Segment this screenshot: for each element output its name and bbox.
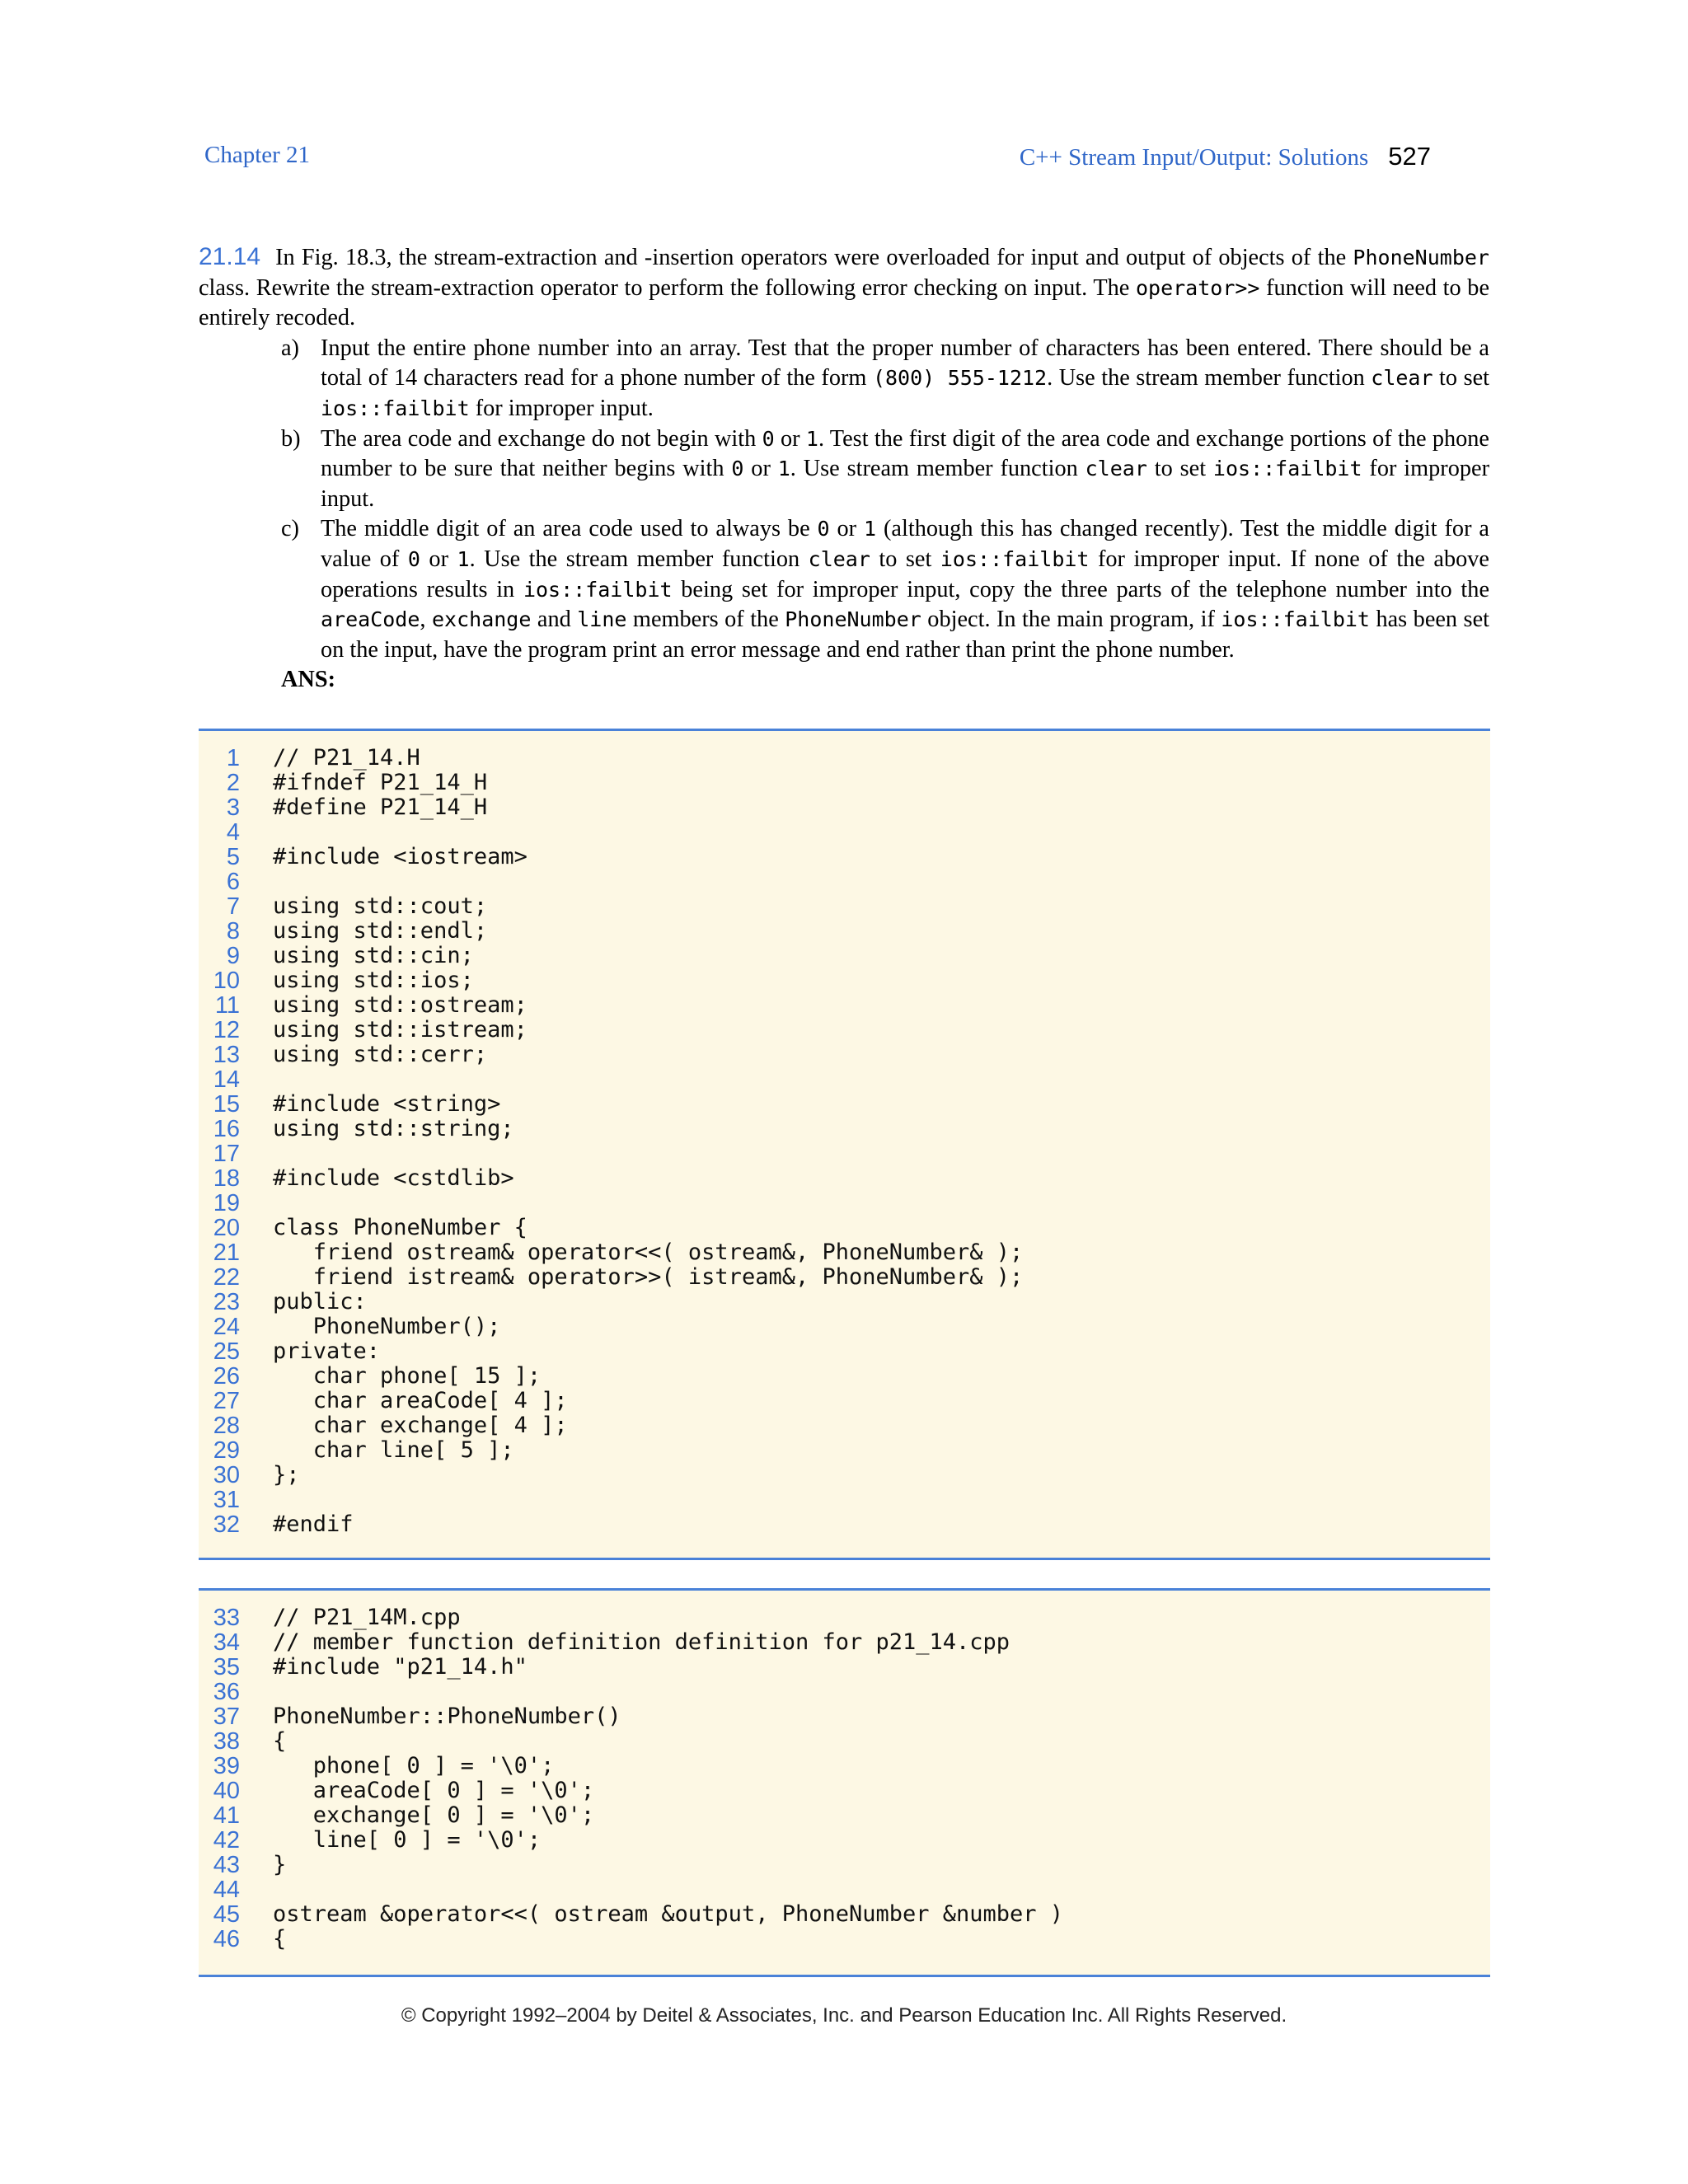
code-text — [240, 869, 273, 894]
code-line — [199, 1364, 1490, 1389]
code-text: { — [273, 1728, 287, 1754]
line-number: 3 — [226, 794, 240, 821]
inline-code: 1 — [864, 517, 877, 541]
line-number: 42 — [213, 1827, 240, 1854]
running-header — [1020, 142, 1431, 171]
line-number: 25 — [213, 1338, 240, 1365]
code-text: #endif — [273, 1511, 354, 1537]
code-text: { — [273, 1926, 287, 1952]
code-lines — [199, 1605, 1490, 1952]
code-text: exchange[ 0 ] = '\0'; — [273, 1802, 595, 1828]
line-number: 45 — [213, 1901, 240, 1928]
line-number: 4 — [226, 819, 240, 846]
code-text: PhoneNumber(); — [273, 1314, 501, 1339]
item-label: a) — [281, 335, 299, 361]
code-text: using std::istream; — [273, 1017, 528, 1043]
code-line — [199, 746, 1490, 771]
line-number: 26 — [213, 1363, 240, 1390]
code-line — [199, 1927, 1490, 1952]
line-number: 39 — [213, 1753, 240, 1779]
code-text: // member function definition definition for p21_14.cpp — [273, 1629, 1010, 1655]
line-number: 35 — [213, 1654, 240, 1680]
inline-code: (800) 555-1212 — [872, 366, 1048, 391]
code-line — [199, 919, 1490, 944]
inline-code: PhoneNumber — [1353, 246, 1489, 269]
inline-code: line — [577, 607, 627, 632]
code-text: PhoneNumber::PhoneNumber() — [273, 1704, 621, 1729]
code-text — [240, 1141, 273, 1166]
code-text: #ifndef P21_14_H — [273, 770, 488, 795]
code-text: using std::endl; — [273, 918, 488, 944]
problem-intro — [199, 242, 1489, 334]
code-line — [199, 1828, 1490, 1853]
inline-code: 1 — [457, 546, 470, 571]
code-text — [240, 1191, 273, 1216]
code-text: class PhoneNumber { — [273, 1215, 528, 1240]
line-number: 21 — [213, 1240, 240, 1266]
code-line — [199, 1605, 1490, 1630]
code-text: using std::cout; — [273, 893, 488, 919]
code-line — [199, 1877, 1490, 1902]
code-text: char areaCode[ 4 ]; — [273, 1388, 568, 1413]
code-line — [199, 795, 1490, 820]
line-number: 37 — [213, 1704, 240, 1730]
requirement-list — [199, 334, 1489, 666]
line-number: 40 — [213, 1778, 240, 1804]
problem-statement — [199, 242, 1489, 696]
line-number: 2 — [226, 770, 240, 796]
inline-code: 1 — [805, 426, 818, 451]
code-text: ostream &operator<<( ostream &output, PhoneNumber &number ) — [273, 1901, 1064, 1927]
line-number: 43 — [213, 1852, 240, 1878]
code-line — [199, 1315, 1490, 1339]
inline-code: clear — [1085, 457, 1147, 481]
code-text — [240, 820, 273, 845]
code-text: using std::cin; — [273, 943, 474, 968]
inline-code: operator>> — [1135, 275, 1260, 300]
line-number: 18 — [213, 1165, 240, 1192]
code-text: #include <cstdlib> — [273, 1165, 514, 1191]
code-line — [199, 1438, 1490, 1463]
code-text — [240, 1877, 273, 1902]
code-line — [199, 894, 1490, 919]
code-text: char phone[ 15 ]; — [273, 1363, 542, 1389]
code-listing-member-functions — [199, 1588, 1490, 1977]
line-number: 17 — [213, 1141, 240, 1167]
line-number: 29 — [213, 1437, 240, 1464]
line-number: 27 — [213, 1388, 240, 1414]
code-line — [199, 1803, 1490, 1828]
code-text — [240, 1680, 273, 1704]
line-number: 11 — [214, 992, 240, 1019]
copyright-notice: © Copyright 1992–2004 by Deitel & Associates, Inc. and Pearson Education Inc. All Rights Reserved. — [401, 2004, 1287, 2027]
line-number: 23 — [213, 1289, 240, 1315]
line-number: 46 — [213, 1926, 240, 1952]
item-text: The middle digit of an area code used to always be 0 or 1 (although this has changed recently). Test the middle digit for a value of 0 or 1. Use the stream member function clear to set ios::failbit for improper input. If none of the above operations results in ios::failbit being set for improper input, copy the three parts of the telephone number into the areaCode, exchange and line members of the PhoneNumber object. In the main program, if ios::failbit has been set on the input, have the program print an error message and end rather than print the phone number. — [321, 516, 1489, 663]
line-number: 33 — [213, 1605, 240, 1631]
code-line — [199, 1240, 1490, 1265]
item-text: Input the entire phone number into an array. Test that the proper number of characters has been entered. There should be a total of 14 characters read for a phone number of the form (800) 555-1212. Use the stream member function clear to set ios::failbit for improper input. — [321, 335, 1489, 421]
code-line — [199, 1729, 1490, 1754]
code-line — [199, 1265, 1490, 1290]
code-text: friend istream& operator>>( istream&, PhoneNumber& ); — [273, 1264, 1024, 1290]
line-number: 32 — [213, 1511, 240, 1538]
code-text: private: — [273, 1338, 381, 1364]
code-line — [199, 1191, 1490, 1216]
code-text: phone[ 0 ] = '\0'; — [273, 1753, 555, 1779]
code-line — [199, 1092, 1490, 1117]
line-number: 20 — [213, 1215, 240, 1241]
line-number: 24 — [213, 1314, 240, 1340]
line-number: 15 — [213, 1091, 240, 1118]
code-text: using std::ios; — [273, 968, 474, 993]
inline-code: clear — [1371, 366, 1433, 391]
inline-code: ios::failbit — [1221, 607, 1370, 632]
code-line — [199, 1413, 1490, 1438]
line-number: 6 — [226, 869, 240, 895]
code-text: char exchange[ 4 ]; — [273, 1413, 568, 1438]
code-line — [199, 1779, 1490, 1803]
line-number: 12 — [213, 1017, 240, 1043]
code-text: // P21_14M.cpp — [273, 1605, 461, 1630]
code-line — [199, 845, 1490, 869]
inline-code: exchange — [431, 607, 532, 632]
code-line — [199, 944, 1490, 968]
inline-code: 1 — [777, 457, 790, 481]
problem-intro-text: In Fig. 18.3, the stream-extraction and -insertion operators were overloaded for input and output of objects of the PhoneNumber class. Rewrite the stream-extraction operator to perform the following error checking on input. The operator>> function will need to be entirely recoded. — [199, 245, 1490, 331]
inline-code: clear — [808, 546, 870, 571]
code-text: using std::string; — [273, 1116, 514, 1141]
item-text: The area code and exchange do not begin with 0 or 1. Test the first digit of the area code and exchange portions of the phone number to be sure that neither begins with 0 or 1. Use stream member function clear to set ios::failbit for improper input. — [321, 425, 1489, 512]
code-line — [199, 1754, 1490, 1779]
line-number: 31 — [213, 1487, 240, 1513]
code-text: public: — [273, 1289, 367, 1315]
inline-code: 0 — [731, 457, 744, 481]
code-lines — [199, 746, 1490, 1537]
code-line — [199, 1630, 1490, 1655]
line-number: 1 — [226, 745, 240, 771]
code-line — [199, 1704, 1490, 1729]
code-text: using std::cerr; — [273, 1042, 488, 1067]
line-number: 9 — [226, 943, 240, 969]
code-line — [199, 1216, 1490, 1240]
inline-code: ios::failbit — [523, 577, 673, 602]
problem-number: 21.14 — [199, 243, 261, 270]
inline-code: 0 — [762, 426, 775, 451]
line-number: 22 — [213, 1264, 240, 1291]
code-text: areaCode[ 0 ] = '\0'; — [273, 1778, 595, 1803]
requirement-item-a — [199, 334, 1489, 424]
inline-code: areaCode — [321, 607, 420, 632]
inline-code: ios::failbit — [1212, 457, 1362, 481]
line-number: 5 — [226, 844, 240, 870]
code-line — [199, 1117, 1490, 1141]
code-text: friend ostream& operator<<( ostream&, PhoneNumber& ); — [273, 1240, 1024, 1265]
line-number: 36 — [213, 1679, 240, 1705]
line-number: 8 — [226, 918, 240, 944]
code-line — [199, 869, 1490, 894]
line-number: 7 — [226, 893, 240, 920]
code-line — [199, 771, 1490, 795]
item-label: b) — [281, 425, 301, 452]
answer-label: ANS: — [281, 667, 336, 693]
line-number: 16 — [213, 1116, 240, 1142]
inline-code: ios::failbit — [321, 396, 470, 420]
code-line — [199, 993, 1490, 1018]
code-text: // P21_14.H — [273, 745, 420, 771]
code-line — [199, 1512, 1490, 1537]
code-line — [199, 1141, 1490, 1166]
code-line — [199, 820, 1490, 845]
code-line — [199, 1902, 1490, 1927]
line-number: 41 — [213, 1802, 240, 1829]
code-line — [199, 1018, 1490, 1043]
code-line — [199, 1853, 1490, 1877]
code-line — [199, 1290, 1490, 1315]
code-text: char line[ 5 ]; — [273, 1437, 514, 1463]
code-text — [240, 1488, 273, 1512]
inline-code: ios::failbit — [940, 546, 1090, 571]
line-number: 14 — [213, 1066, 240, 1093]
code-text — [240, 1067, 273, 1092]
code-line — [199, 1463, 1490, 1488]
code-listing-header-file — [199, 729, 1490, 1560]
code-line — [199, 1043, 1490, 1067]
code-text: } — [273, 1852, 287, 1877]
requirement-item-b — [199, 424, 1489, 515]
section-title: C++ Stream Input/Output: Solutions — [1019, 144, 1369, 171]
requirement-item-c — [199, 514, 1489, 665]
code-text: #define P21_14_H — [273, 794, 488, 820]
code-line — [199, 1166, 1490, 1191]
line-number: 34 — [213, 1629, 240, 1656]
line-number: 19 — [213, 1190, 240, 1216]
chapter-label: Chapter 21 — [204, 142, 311, 168]
code-text: line[ 0 ] = '\0'; — [273, 1827, 542, 1853]
item-label: c) — [281, 516, 299, 542]
line-number: 44 — [213, 1877, 240, 1903]
inline-code: 0 — [817, 517, 830, 541]
line-number: 28 — [213, 1413, 240, 1439]
inline-code: 0 — [407, 546, 420, 571]
code-text: }; — [273, 1462, 300, 1488]
line-number: 38 — [213, 1728, 240, 1755]
code-line — [199, 1488, 1490, 1512]
code-line — [199, 968, 1490, 993]
code-line — [199, 1680, 1490, 1704]
code-text: #include <string> — [273, 1091, 501, 1117]
code-text: #include "p21_14.h" — [273, 1654, 528, 1680]
inline-code: PhoneNumber — [785, 607, 921, 632]
code-text: #include <iostream> — [273, 844, 528, 869]
code-line — [199, 1067, 1490, 1092]
line-number: 30 — [213, 1462, 240, 1488]
code-line — [199, 1655, 1490, 1680]
code-line — [199, 1389, 1490, 1413]
page-number: 527 — [1388, 142, 1431, 171]
code-line — [199, 1339, 1490, 1364]
line-number: 10 — [213, 968, 240, 994]
line-number: 13 — [213, 1042, 240, 1068]
code-text: using std::ostream; — [273, 992, 528, 1018]
